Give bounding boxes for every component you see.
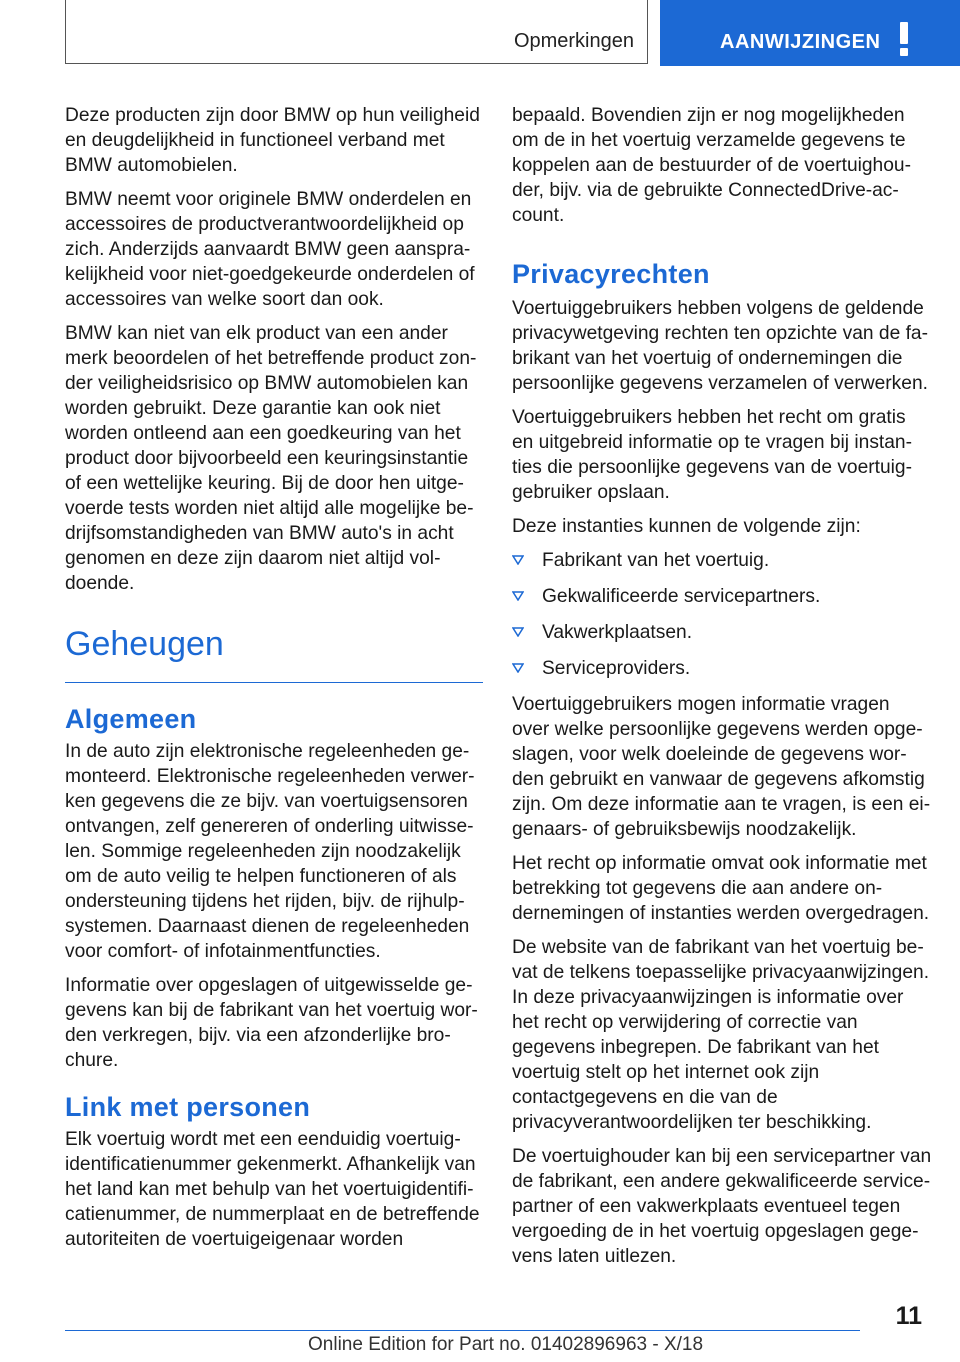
triangle-bullet-icon [512,627,524,637]
edition-footer: Online Edition for Part no. 01402896963 - X/18 [308,1334,704,1355]
paragraph: Voertuiggebruikers hebben volgens de geldende privacywetgeving rechten ten opzichte van de fabrikant van het voertuig of ondernemingen die persoonlijke gegevens verzamelen of verwerken. [512,298,928,394]
section-heading: Link met personen [65,1092,311,1122]
paragraph: Voertuiggebruikers hebben het recht om gratis en uitgebreid informatie op te vragen bij instanties die persoonlijke gegevens van de voertuiggebruiker opslaan. [512,407,912,503]
right-column [512,103,932,1278]
paragraph: Deze producten zijn door BMW op hun veiligheid en deugdelijkheid in functioneel verband met BMW automobielen. [65,105,480,176]
header-section-title: Opmerkingen [513,30,634,52]
triangle-bullet-icon [512,555,524,565]
page-header [0,0,960,66]
list-item [512,656,932,681]
paragraph: In de auto zijn elektronische regeleenheden gemonteerd. Elektronische regeleenheden verwerken gegevens die ze bijv. van voertuigsensoren ontvangen, zelf genereren of onderling uitwisselen. Sommige regeleenheden zijn noodzakelijk om de auto veilig te helpen functioneren of als ondersteuning tijdens het rijden, bijv. de rijhulpsystemen. Daarnaast dienen de regeleenheden voor comfort- of infotainmentfuncties. [65,741,475,962]
footer-divider [65,1330,860,1331]
paragraph: BMW neemt voor originele BMW onderdelen en accessoires de productverantwoordelijkheid op zich. Anderzijds aanvaardt BMW geen aansprakelijkheid voor niet-goedgekeurde onderdelen of accessoires van welke soort dan ook. [65,189,475,310]
exclamation-icon [892,22,916,56]
section-heading: Privacyrechten [512,259,710,289]
left-column [65,103,483,1261]
list-item-text: Serviceproviders. [542,658,691,679]
triangle-bullet-icon [512,663,524,673]
list-item-text: Fabrikant van het voertuig. [542,550,770,571]
section-heading: Algemeen [65,704,197,734]
triangle-bullet-icon [512,591,524,601]
paragraph: Deze instanties kunnen de volgende zijn: [512,516,861,537]
chapter-heading: Geheugen [65,624,483,683]
header-tab-label: AANWIJZINGEN [720,31,881,53]
paragraph: Elk voertuig wordt met een eenduidig voertuigidentificatienummer gekenmerkt. Afhankelijk van het land kan met behulp van het voertuigidentificatienummer, de nummerplaat en de betreffende autoriteiten de voertuigeigenaar worden [65,1129,480,1250]
list-item [512,620,932,645]
list-item [512,548,932,573]
paragraph: De voertuighouder kan bij een servicepartner van de fabrikant, een andere gekwalificeerde servicepartner of een vakwerkplaats eventueel tegen vergoeding de in het voertuig opgeslagen gegevens laten uitlezen. [512,1146,932,1267]
page-number: 11 [895,1302,922,1330]
paragraph: Voertuiggebruikers mogen informatie vragen over welke persoonlijke gegevens werden opgeslagen, voor welk doeleinde de gegevens worden gebruikt en vanwaar de gegevens afkomstig zijn. Om deze informatie aan te vragen, is een eigenaars- of gebruiksbewijs noodzakelijk. [512,694,931,840]
list-item-text: Vakwerkplaatsen. [542,622,693,643]
paragraph: BMW kan niet van elk product van een ander merk beoordelen of het betreffende product zonder veiligheidsrisico op BMW automobielen kan worden gebruikt. Deze garantie kan ook niet worden ontleend aan een goedkeuring van het product door bijvoorbeeld een keuringsinstantie of een wettelijke keuring. Bij de door hen uitgevoerde tests worden niet altijd alle mogelijke bedrijfsomstandigheden van BMW auto's in acht genomen en deze zijn daarom niet altijd voldoende. [65,323,477,594]
paragraph: Informatie over opgeslagen of uitgewisselde gegevens kan bij de fabrikant van het voertuig worden verkregen, bijv. via een afzonderlijke brochure. [65,975,478,1071]
list-item-text: Gekwalificeerde servicepartners. [542,586,821,607]
paragraph: Het recht op informatie omvat ook informatie met betrekking tot gegevens die aan andere ondernemingen of instanties werden overgedragen. [512,853,930,924]
paragraph: bepaald. Bovendien zijn er nog mogelijkheden om de in het voertuig verzamelde gegevens te koppelen aan de bestuurder of de voertuighouder, bijv. via de gebruikte ConnectedDrive-account. [512,105,911,226]
paragraph: De website van de fabrikant van het voertuig bevat de telkens toepasselijke privacyaanwijzingen. In deze privacyaanwijzingen is informatie over het recht op verwijdering of correctie van gegevens inbegrepen. De fabrikant van het voertuig stelt op het internet ook zijn contactgegevens en die van de privacyverantwoordelijken ter beschikking. [512,937,930,1133]
bullet-list [512,548,932,681]
list-item [512,584,932,609]
header-tab [660,0,960,66]
